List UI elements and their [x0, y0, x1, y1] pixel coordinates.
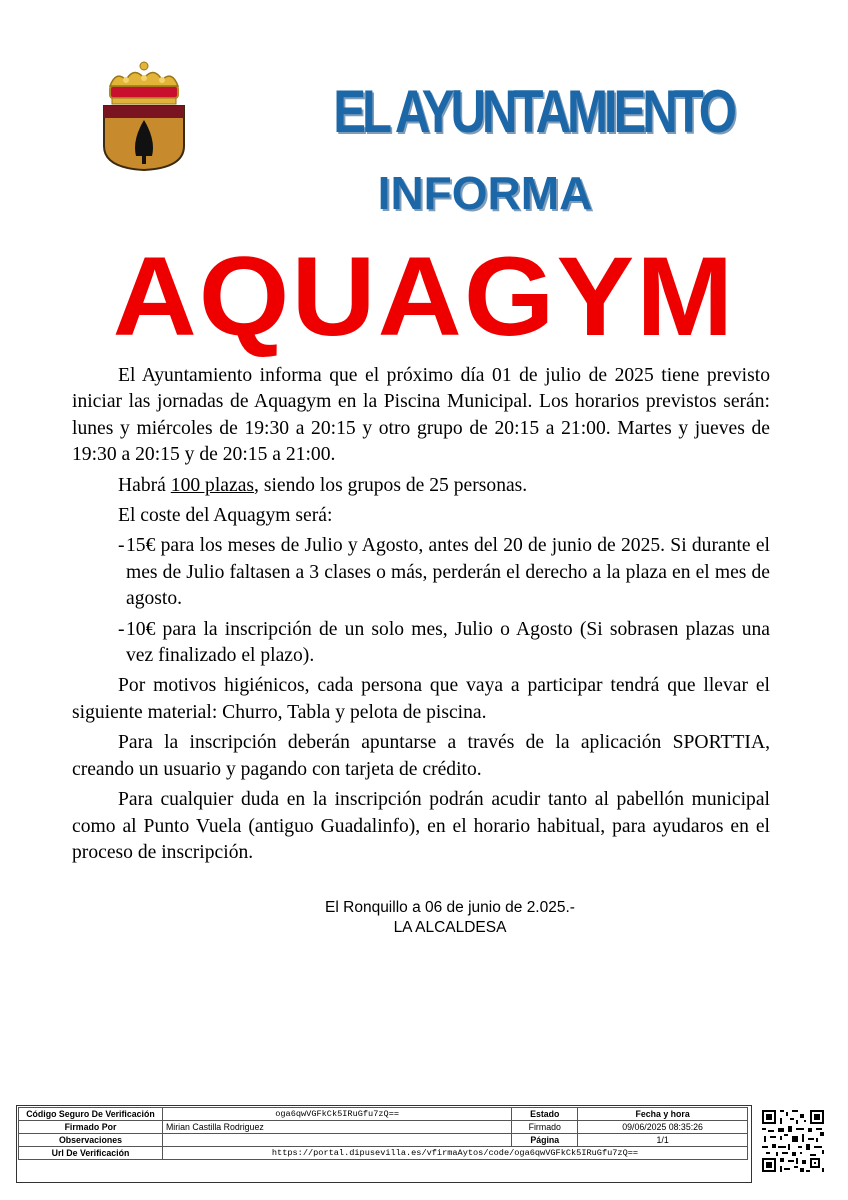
pagina-label: Página — [512, 1134, 578, 1147]
estado-value: Firmado — [512, 1121, 578, 1134]
pagina-value: 1/1 — [578, 1134, 748, 1147]
qr-code-icon — [760, 1108, 826, 1174]
paragraph-material: Por motivos higiénicos, cada persona que vaya a participar tendrá que llevar el siguiente material: Churro, Tabla y pelota de piscina. — [72, 675, 770, 723]
cost-list — [72, 533, 770, 669]
notice-body — [72, 363, 770, 870]
table-row — [19, 1121, 748, 1134]
header-title: EL AYUNTAMIENTO — [333, 78, 733, 145]
firmado-por-label: Firmado Por — [19, 1121, 163, 1134]
estado-label: Estado — [512, 1108, 578, 1121]
verification-table — [18, 1107, 748, 1160]
table-row — [19, 1108, 748, 1121]
places-count: 100 plazas — [170, 474, 255, 496]
csv-value: oga6qwVGFkCk5IRuGfu7zQ== — [162, 1108, 511, 1121]
paragraph-registration: Para la inscripción deberán apuntarse a través de la aplicación SPORTTIA, creando un usuario y pagando con tarjeta de crédito. — [72, 732, 770, 780]
fecha-label: Fecha y hora — [578, 1108, 748, 1121]
table-row — [19, 1134, 748, 1147]
paragraph-cost-intro: El coste del Aquagym será: — [118, 505, 333, 527]
paragraph-places: Habrá 100 plazas, siendo los grupos de 25 personas. — [118, 474, 528, 496]
paragraph-intro: El Ayuntamiento informa que el próximo día 01 de julio de 2025 tiene previsto iniciar las jornadas de Aquagym en la Piscina Municipal. Los horarios previstos serán: lunes y miércoles de 19:30 a 20:15 y otro grupo de 20:15 a 21:00. Martes y jueves de 19:30 a 20:15 y de 20:15 a 21:00. — [72, 365, 770, 466]
list-item: - 10€ para la inscripción de un solo mes, Julio o Agosto (Si sobrasen plazas una vez finalizado el plazo). — [118, 618, 770, 667]
url-label: Url De Verificación — [19, 1147, 163, 1160]
paragraph-help: Para cualquier duda en la inscripción podrán acudir tanto al pabellón municipal como al Punto Vuela (antiguo Guadalinfo), en el horario habitual, para ayudaros en el proceso de inscripción. — [72, 789, 770, 863]
observaciones-label: Observaciones — [19, 1134, 163, 1147]
verification-url-link[interactable]: https://portal.dipusevilla.es/vfirmaAytos/code/oga6qwVGFkCk5IRuGfu7zQ== — [162, 1147, 747, 1160]
observaciones-value — [162, 1134, 511, 1147]
headline: AQUAGYM — [112, 234, 736, 359]
csv-label: Código Seguro De Verificación — [19, 1108, 163, 1121]
signer-role: LA ALCALDESA — [393, 919, 507, 936]
header-subtitle: INFORMA — [377, 167, 593, 219]
signature-block — [250, 898, 650, 938]
fecha-value: 09/06/2025 08:35:26 — [578, 1121, 748, 1134]
list-item: - 15€ para los meses de Julio y Agosto, antes del 20 de junio de 2025. Si durante el mes de Julio faltasen a 3 clases o más, perderán el derecho a la plaza en el mes de agosto. — [118, 535, 770, 610]
firmado-por-value: Mirian Castilla Rodriguez — [162, 1121, 511, 1134]
coat-of-arms-icon — [96, 60, 192, 172]
place-date: El Ronquillo a 06 de junio de 2.025.- — [325, 899, 575, 916]
table-row — [19, 1147, 748, 1160]
